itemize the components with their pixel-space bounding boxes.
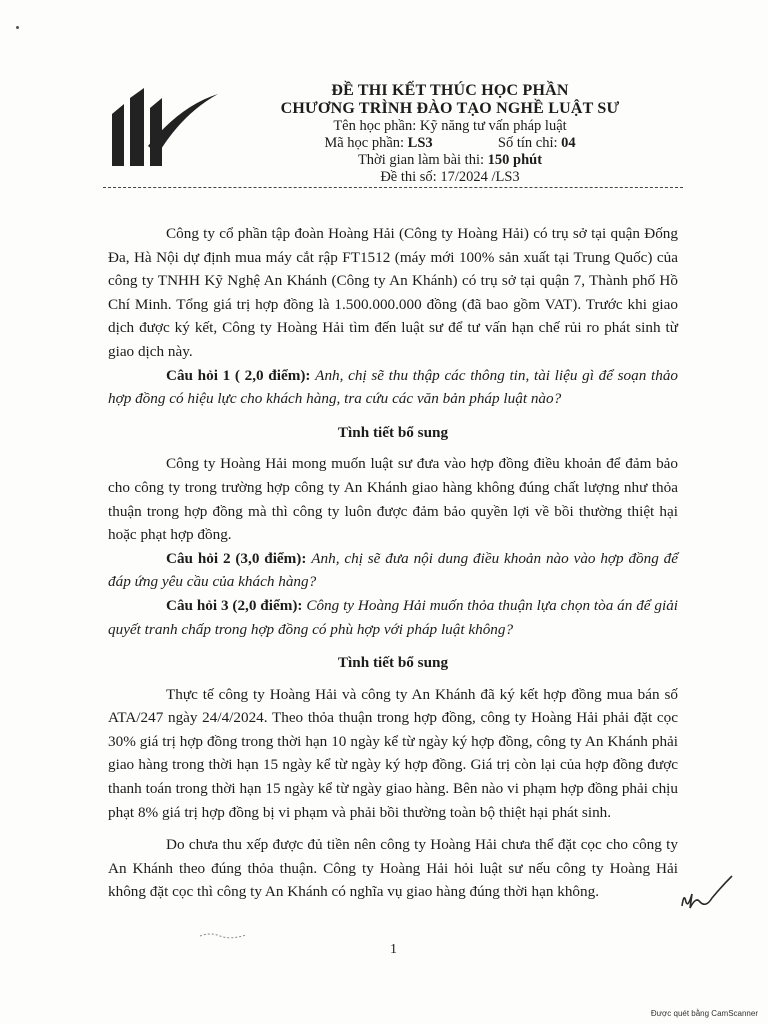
course-name: Kỹ năng tư vấn pháp luật [419, 118, 567, 134]
question-2-label: Câu hỏi 2 (3,0 điểm): [166, 549, 307, 567]
exam-time-line [230, 152, 670, 169]
supplementary-paragraph-3: Do chưa thu xếp được đủ tiền nên công ty Hoàng Hải chưa thể đặt cọc cho công ty An Khánh theo đúng thỏa thuận. Công ty Hoàng Hải hỏi luật sư nếu công ty Hoàng Hải không đặt cọc thì công ty An Khánh có nghĩa vụ giao hàng đúng thời hạn không. [108, 836, 678, 901]
institution-logo [110, 86, 220, 168]
exam-number: 17/2024 /LS3 [440, 169, 520, 185]
course-name-line [230, 118, 670, 135]
question-3-label: Câu hỏi 3 (2,0 điểm): [166, 596, 303, 614]
scanner-watermark: Được quét bằng CamScanner [650, 1009, 758, 1018]
course-name-label: Tên học phần: [333, 118, 417, 134]
course-code-label: Mã học phần: [324, 135, 405, 151]
question-2-text: Anh, chị sẽ đưa nội dung điều khoản nào vào hợp đồng để đáp ứng yêu cầu của khách hàng? [108, 549, 679, 591]
program-title: CHƯƠNG TRÌNH ĐÀO TẠO NGHỀ LUẬT SƯ [280, 100, 620, 117]
credits: 04 [561, 135, 576, 151]
scan-smudge [198, 930, 248, 940]
exam-number-line [230, 169, 670, 186]
intro-paragraph: Công ty cổ phần tập đoàn Hoàng Hải (Công ty Hoàng Hải) có trụ sở tại quận Đống Đa, Hà Nội dự định mua máy cắt rập FT1512 (máy mới 100% sản xuất tại Trung Quốc) của công ty TNHH Kỹ Nghệ An Khánh (Công ty An Khánh) có trụ sở tại quận 7, Thành phố Hồ Chí Minh. Tổng giá trị hợp đồng là 1.500.000.000 đồng (đã bao gồm VAT). Trước khi giao dịch được ký kết, Công ty Hoàng Hải tìm đến luật sư để tư vấn hạn chế rủi ro phát sinh từ giao dịch này. [108, 225, 678, 360]
exam-time: 150 phút [487, 152, 543, 168]
exam-header [230, 82, 670, 186]
header-divider [103, 187, 683, 188]
exam-body [108, 222, 678, 904]
question-3 [108, 594, 678, 641]
supplementary-paragraph-1: Công ty Hoàng Hải mong muốn luật sư đưa vào hợp đồng điều khoản để đảm bảo cho công ty trong trường hợp công ty An Khánh giao hàng không đúng chất lượng như thỏa thuận trong hợp đồng mà thì công ty luôn được đảm bảo quyền lợi về bồi thường thiệt hại hoặc phạt hợp đồng. [108, 455, 678, 544]
handwritten-initials [676, 872, 736, 912]
question-1-label: Câu hỏi 1 ( 2,0 điểm): [166, 366, 311, 384]
supplementary-heading-2: Tình tiết bổ sung [337, 654, 449, 672]
supplementary-heading-1: Tình tiết bổ sung [337, 423, 449, 441]
course-code-line [230, 135, 670, 152]
question-1 [108, 364, 678, 411]
course-code: LS3 [407, 135, 433, 151]
supplementary-paragraph-2: Thực tế công ty Hoàng Hải và công ty An Khánh đã ký kết hợp đồng mua bán số ATA/247 ngày 24/4/2024. Theo thỏa thuận trong hợp đồng, công ty Hoàng Hải phải đặt cọc 30% giá trị hợp đồng trong thời hạn 10 ngày kể từ ngày ký hợp đồng, công ty An Khánh phải giao hàng trong thời hạn 15 ngày kể từ ngày ký hợp đồng. Giá trị còn lại của hợp đồng được thanh toán trong thời hạn 15 ngày kể từ ngày giao hàng. Bên nào vi phạm hợp đồng phải chịu phạt 8% giá trị hợp đồng bị vi phạm và phải bồi thường toàn bộ thiệt hại phát sinh. [108, 685, 678, 821]
exam-title: ĐỀ THI KẾT THÚC HỌC PHẦN [331, 82, 569, 99]
exam-time-label: Thời gian làm bài thi: [357, 152, 485, 168]
exam-number-label: Đề thi số: [380, 169, 437, 185]
credits-label: Số tín chỉ: [497, 135, 558, 151]
question-2 [108, 547, 678, 594]
scan-speck [16, 26, 19, 29]
question-3-text: Công ty Hoàng Hải muốn thỏa thuận lựa chọn tòa án để giải quyết tranh chấp trong hợp đồng có phù hợp với pháp luật không? [108, 596, 679, 638]
page-number: 1 [390, 942, 397, 957]
question-1-text: Anh, chị sẽ thu thập các thông tin, tài liệu gì để soạn thảo hợp đồng có hiệu lực cho khách hàng, tra cứu các văn bản pháp luật nào? [108, 366, 679, 408]
